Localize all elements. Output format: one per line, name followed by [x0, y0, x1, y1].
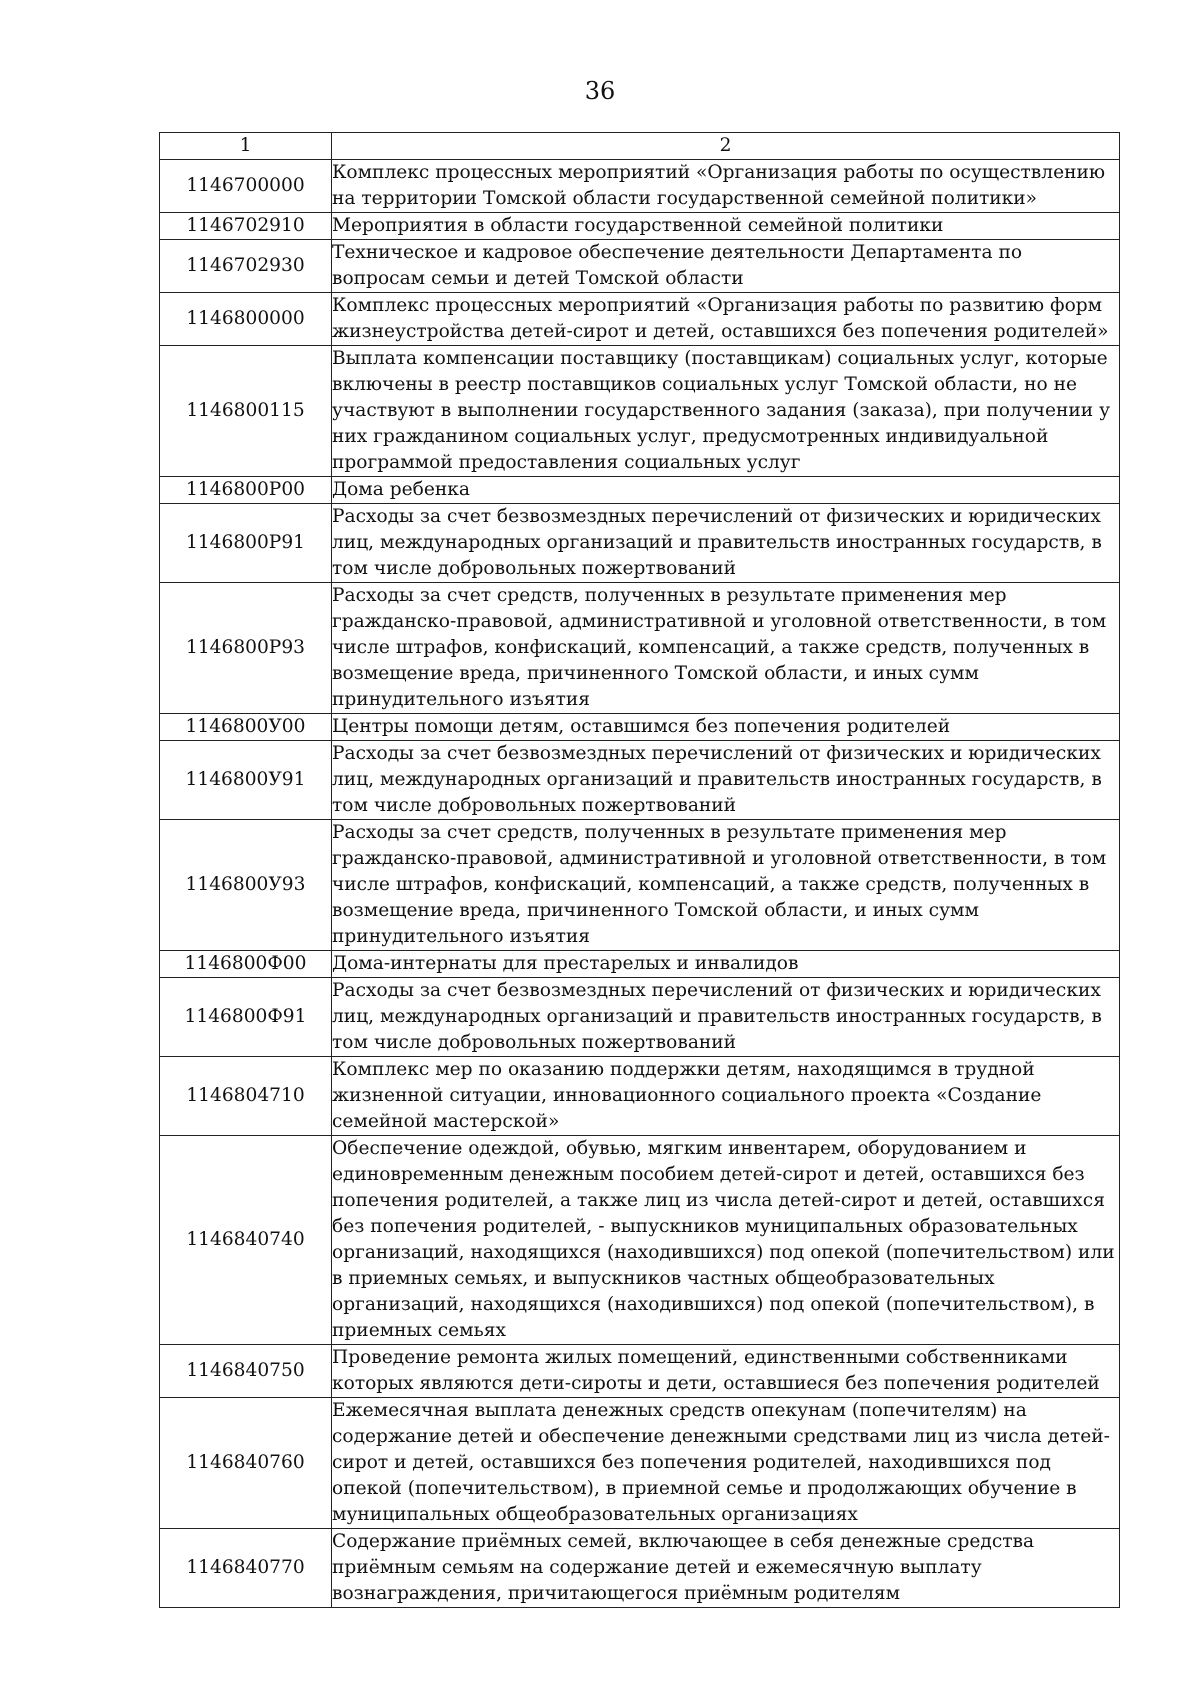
row-description: Центры помощи детям, оставшимся без попечения родителей: [332, 714, 1120, 741]
row-code: 1146800У91: [160, 741, 332, 820]
table-row: [160, 293, 1120, 346]
row-code: 1146800У93: [160, 820, 332, 951]
table-row: [160, 741, 1120, 820]
table-row: [160, 160, 1120, 213]
row-code: 1146702910: [160, 213, 332, 240]
row-code: 1146800Р00: [160, 477, 332, 504]
table-row: [160, 583, 1120, 714]
row-code: 1146702930: [160, 240, 332, 293]
table-row: [160, 240, 1120, 293]
row-description: Ежемесячная выплата денежных средств опекунам (попечителям) на содержание детей и обеспечение денежными средствами лиц из числа детей-сирот и детей, оставшихся без попечения родителей, находившихся под опекой (попечительством), в приемной семье и продолжающих обучение в муниципальных общеобразовательных организациях: [332, 1398, 1120, 1529]
row-code: 1146800000: [160, 293, 332, 346]
table-row: [160, 820, 1120, 951]
row-code: 1146840750: [160, 1345, 332, 1398]
row-description: Техническое и кадровое обеспечение деятельности Департамента по вопросам семьи и детей Томской области: [332, 240, 1120, 293]
row-code: 1146840760: [160, 1398, 332, 1529]
row-description: Обеспечение одеждой, обувью, мягким инвентарем, оборудованием и единовременным денежным пособием детей-сирот и детей, оставшихся без попечения родителей, а также лиц из числа детей-сирот и детей, оставшихся без попечения родителей, - выпускников муниципальных образовательных организаций, находящихся (находившихся) под опекой (попечительством) или в приемных семьях, и выпускников частных общеобразовательных организаций, находящихся (находившихся) под опекой (попечительством), в приемных семьях: [332, 1136, 1120, 1345]
row-description: Расходы за счет средств, полученных в результате применения мер гражданско-правовой, административной и уголовной ответственности, в том числе штрафов, конфискаций, компенсаций, а также средств, полученных в возмещение вреда, причиненного Томской области, и иных сумм принудительного изъятия: [332, 583, 1120, 714]
column-header-2: 2: [332, 133, 1120, 160]
table-row: [160, 346, 1120, 477]
table-row: [160, 1398, 1120, 1529]
table-row: [160, 978, 1120, 1057]
row-description: Проведение ремонта жилых помещений, единственными собственниками которых являются дети-сироты и дети, оставшиеся без попечения родителей: [332, 1345, 1120, 1398]
row-code: 1146840770: [160, 1529, 332, 1608]
budget-code-table: [159, 132, 1120, 1608]
table-row: [160, 714, 1120, 741]
table-row: [160, 504, 1120, 583]
table-row: [160, 477, 1120, 504]
row-description: Комплекс процессных мероприятий «Организация работы по развитию форм жизнеустройства детей-сирот и детей, оставшихся без попечения родителей»: [332, 293, 1120, 346]
column-header-1: 1: [160, 133, 332, 160]
row-description: Расходы за счет средств, полученных в результате применения мер гражданско-правовой, административной и уголовной ответственности, в том числе штрафов, конфискаций, компенсаций, а также средств, полученных в возмещение вреда, причиненного Томской области, и иных сумм принудительного изъятия: [332, 820, 1120, 951]
row-description: Расходы за счет безвозмездных перечислений от физических и юридических лиц, международных организаций и правительств иностранных государств, в том числе добровольных пожертвований: [332, 741, 1120, 820]
row-code: 1146804710: [160, 1057, 332, 1136]
row-description: Расходы за счет безвозмездных перечислений от физических и юридических лиц, международных организаций и правительств иностранных государств, в том числе добровольных пожертвований: [332, 504, 1120, 583]
row-code: 1146800Р91: [160, 504, 332, 583]
row-description: Дома-интернаты для престарелых и инвалидов: [332, 951, 1120, 978]
row-description: Расходы за счет безвозмездных перечислений от физических и юридических лиц, международных организаций и правительств иностранных государств, в том числе добровольных пожертвований: [332, 978, 1120, 1057]
table-row: [160, 213, 1120, 240]
row-description: Выплата компенсации поставщику (поставщикам) социальных услуг, которые включены в реестр поставщиков социальных услуг Томской области, но не участвуют в выполнении государственного задания (заказа), при получении у них гражданином социальных услуг, предусмотренных индивидуальной программой предоставления социальных услуг: [332, 346, 1120, 477]
row-code: 1146840740: [160, 1136, 332, 1345]
row-code: 1146800Р93: [160, 583, 332, 714]
table-row: [160, 1136, 1120, 1345]
row-code: 1146800Ф91: [160, 978, 332, 1057]
row-description: Мероприятия в области государственной семейной политики: [332, 213, 1120, 240]
table-row: [160, 951, 1120, 978]
table-row: [160, 1529, 1120, 1608]
page-number: 36: [584, 77, 616, 105]
row-code: 1146800Ф00: [160, 951, 332, 978]
table-row: [160, 1057, 1120, 1136]
table-row: [160, 1345, 1120, 1398]
row-description: Содержание приёмных семей, включающее в себя денежные средства приёмным семьям на содержание детей и ежемесячную выплату вознаграждения, причитающегося приёмным родителям: [332, 1529, 1120, 1608]
row-description: Комплекс процессных мероприятий «Организация работы по осуществлению на территории Томской области государственной семейной политики»: [332, 160, 1120, 213]
row-code: 1146800115: [160, 346, 332, 477]
row-code: 1146700000: [160, 160, 332, 213]
row-code: 1146800У00: [160, 714, 332, 741]
row-description: Дома ребенка: [332, 477, 1120, 504]
table-header-row: [160, 133, 1120, 160]
row-description: Комплекс мер по оказанию поддержки детям, находящимся в трудной жизненной ситуации, инновационного социального проекта «Создание семейной мастерской»: [332, 1057, 1120, 1136]
